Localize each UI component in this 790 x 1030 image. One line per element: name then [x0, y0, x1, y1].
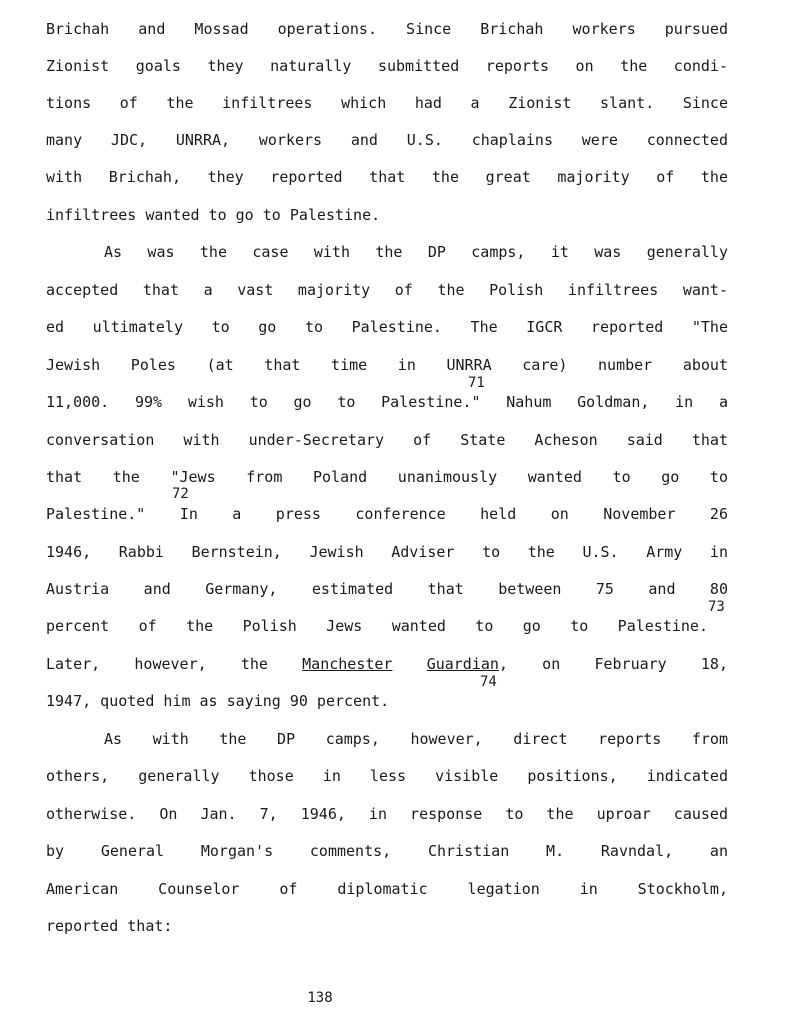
body-text-line: American Counselor of diplomatic legation in Stockholm,	[46, 880, 728, 898]
page-number: 138	[307, 990, 333, 1006]
body-text-line: ed ultimately to go to Palestine. The IGCR reported "The	[46, 318, 728, 336]
text-fragment: , on February 18,	[498, 655, 728, 673]
footnote-marker: 71	[468, 375, 485, 391]
footnote-marker: 73	[708, 599, 725, 615]
body-text-line: infiltrees wanted to go to Palestine.	[46, 206, 381, 224]
newspaper-title: Manchester	[302, 655, 393, 673]
body-text-line-indented: As with the DP camps, however, direct reports from	[104, 730, 728, 748]
body-text-line: 1946, Rabbi Bernstein, Jewish Adviser to the U.S. Army in	[46, 543, 728, 561]
body-text-line	[46, 655, 728, 673]
body-text-line: 11,000. 99% wish to go to Palestine." Nahum Goldman, in a	[46, 393, 728, 411]
body-text-line: that the "Jews from Poland unanimously wanted to go to	[46, 468, 728, 486]
footnote-marker: 74	[480, 674, 497, 690]
body-text-line: many JDC, UNRRA, workers and U.S. chaplains were connected	[46, 131, 728, 149]
body-text-line: Jewish Poles (at that time in UNRRA care) number about	[46, 356, 728, 374]
body-text-line-indented: As was the case with the DP camps, it was generally	[104, 243, 728, 261]
footnote-marker: 72	[172, 486, 189, 502]
body-text-line: tions of the infiltrees which had a Zionist slant. Since	[46, 94, 728, 112]
body-text-line: 1947, quoted him as saying 90 percent.	[46, 692, 390, 710]
newspaper-title: Guardian	[426, 655, 499, 673]
body-text-line: Brichah and Mossad operations. Since Brichah workers pursued	[46, 20, 728, 38]
body-text-line: Zionist goals they naturally submitted reports on the condi-	[46, 57, 728, 75]
body-text-line: Palestine." In a press conference held on November 26	[46, 505, 728, 523]
body-text-line: by General Morgan's comments, Christian M. Ravndal, an	[46, 842, 728, 860]
body-text-line: Austria and Germany, estimated that between 75 and 80	[46, 580, 728, 598]
body-text-line: with Brichah, they reported that the great majority of the	[46, 168, 728, 186]
body-text-line: accepted that a vast majority of the Polish infiltrees want-	[46, 281, 728, 299]
text-fragment	[392, 655, 426, 673]
body-text-line: reported that:	[46, 917, 173, 935]
body-text-line: percent of the Polish Jews wanted to go to Palestine.	[46, 617, 708, 635]
body-text-line: others, generally those in less visible positions, indicated	[46, 767, 728, 785]
body-text-line: otherwise. On Jan. 7, 1946, in response to the uproar caused	[46, 805, 728, 823]
body-text-line: conversation with under-Secretary of State Acheson said that	[46, 431, 728, 449]
text-fragment: Later, however, the	[46, 655, 303, 673]
